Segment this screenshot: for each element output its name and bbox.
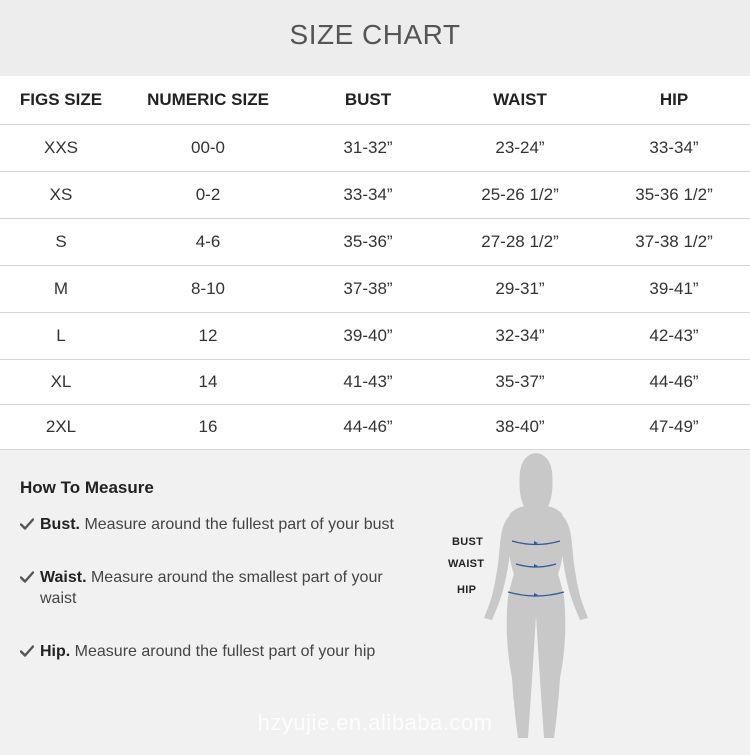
how-to-measure-section <box>20 478 420 694</box>
cell-bust: 31-32” <box>343 138 393 157</box>
col-header-numeric-size: NUMERIC SIZE <box>147 90 269 109</box>
measure-text: Measure around the smallest part of your waist <box>40 569 383 607</box>
cell-waist: 35-37” <box>495 372 545 391</box>
col-header-bust: BUST <box>344 90 392 109</box>
cell-bust: 44-46” <box>343 417 393 436</box>
cell-waist: 25-26 1/2” <box>481 185 559 204</box>
measure-item-bust <box>20 514 420 535</box>
measure-text: Measure around the fullest part of your hip <box>70 643 376 660</box>
cell-bust: 35-36” <box>343 232 393 251</box>
cell-bust: 41-43” <box>343 372 393 391</box>
cell-hip: 42-43” <box>649 326 699 345</box>
cell-figs-size: XL <box>50 372 72 391</box>
cell-figs-size: XS <box>49 185 73 204</box>
col-header-figs-size: FIGS SIZE <box>19 90 103 109</box>
cell-figs-size: L <box>56 326 66 345</box>
table-row <box>0 172 750 219</box>
page-title: SIZE CHART <box>289 19 461 50</box>
cell-hip: 39-41” <box>649 279 699 298</box>
cell-figs-size: 2XL <box>45 417 77 436</box>
cell-numeric-size: 14 <box>198 372 218 391</box>
checkmark-icon <box>20 571 34 583</box>
cell-numeric-size: 4-6 <box>195 232 221 251</box>
cell-bust: 37-38” <box>343 279 393 298</box>
waist-label: WAIST <box>448 558 485 570</box>
measure-item-hip <box>20 641 420 662</box>
cell-hip: 47-49” <box>649 417 699 436</box>
measure-item-waist <box>20 567 420 609</box>
table-row <box>0 405 750 450</box>
checkmark-icon <box>20 518 34 530</box>
watermark: hzyujie.en.alibaba.com <box>257 710 493 735</box>
col-header-waist: WAIST <box>493 90 547 109</box>
cell-numeric-size: 12 <box>198 326 218 345</box>
body-silhouette-icon <box>470 448 620 750</box>
cell-waist: 32-34” <box>495 326 545 345</box>
table-row <box>0 313 750 360</box>
cell-waist: 38-40” <box>495 417 545 436</box>
cell-hip: 33-34” <box>649 138 699 157</box>
cell-figs-size: XXS <box>43 138 79 157</box>
cell-numeric-size: 16 <box>198 417 218 436</box>
cell-figs-size: M <box>53 279 69 298</box>
hip-label: HIP <box>457 584 477 596</box>
cell-numeric-size: 0-2 <box>195 185 221 204</box>
cell-figs-size: S <box>55 232 67 251</box>
cell-hip: 44-46” <box>649 372 699 391</box>
cell-bust: 39-40” <box>343 326 393 345</box>
cell-hip: 35-36 1/2” <box>635 185 713 204</box>
cell-bust: 33-34” <box>343 185 393 204</box>
table-row <box>0 266 750 313</box>
cell-numeric-size: 00-0 <box>190 138 226 157</box>
cell-waist: 23-24” <box>495 138 545 157</box>
cell-numeric-size: 8-10 <box>190 279 226 298</box>
table-row <box>0 360 750 405</box>
table-header-row <box>0 76 750 125</box>
checkmark-icon <box>20 645 34 657</box>
body-figure <box>448 448 620 750</box>
measure-term: Hip. <box>40 643 71 660</box>
bust-label: BUST <box>452 536 484 548</box>
col-header-hip: HIP <box>659 90 689 109</box>
measure-term: Waist. <box>40 569 87 586</box>
cell-hip: 37-38 1/2” <box>635 232 713 251</box>
table-row <box>0 219 750 266</box>
measure-term: Bust. <box>40 516 80 533</box>
size-table <box>0 76 750 450</box>
cell-waist: 29-31” <box>495 279 545 298</box>
cell-waist: 27-28 1/2” <box>481 232 559 251</box>
table-row <box>0 125 750 172</box>
measure-text: Measure around the fullest part of your bust <box>80 516 394 533</box>
header-banner <box>0 0 750 76</box>
how-to-measure-heading: How To Measure <box>20 478 154 497</box>
